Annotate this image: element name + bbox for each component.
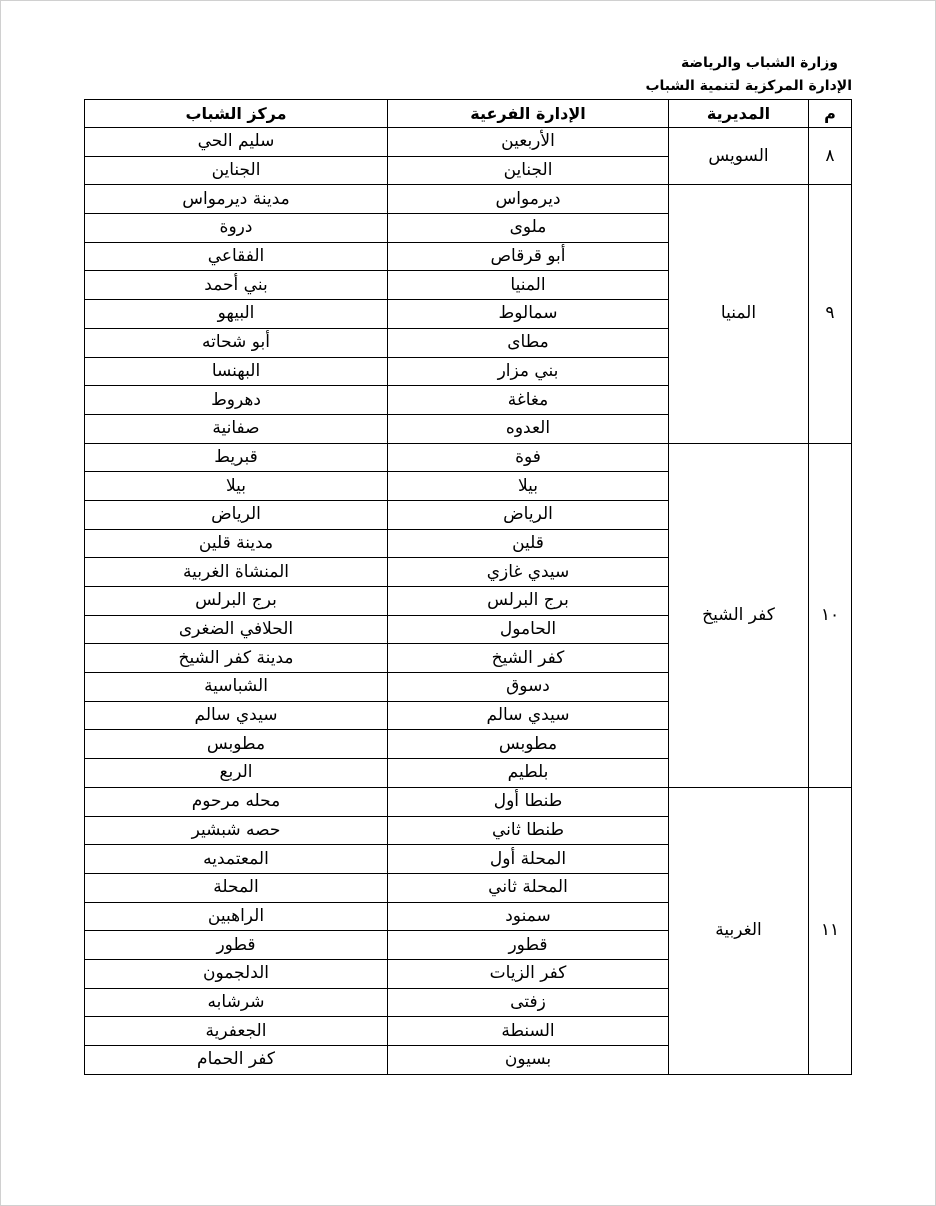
branch-cell: بني مزار bbox=[388, 357, 669, 386]
center-cell: البيهو bbox=[85, 300, 388, 329]
branch-cell: بلطيم bbox=[388, 759, 669, 788]
center-cell: الفقاعي bbox=[85, 242, 388, 271]
center-cell: الجناين bbox=[85, 156, 388, 185]
row-number: ١١ bbox=[809, 787, 852, 1074]
branch-cell: طنطا ثاني bbox=[388, 816, 669, 845]
branch-cell: سيدي غازي bbox=[388, 558, 669, 587]
branch-cell: الجناين bbox=[388, 156, 669, 185]
branch-cell: سمالوط bbox=[388, 300, 669, 329]
branch-cell: سمنود bbox=[388, 902, 669, 931]
column-header-branch: الإدارة الفرعية bbox=[388, 100, 669, 128]
governorate-cell: المنيا bbox=[669, 185, 809, 443]
center-cell: مدينة قلين bbox=[85, 529, 388, 558]
branch-cell: مطوبس bbox=[388, 730, 669, 759]
center-cell: محله مرحوم bbox=[85, 787, 388, 816]
center-cell: الرياض bbox=[85, 500, 388, 529]
row-number: ٩ bbox=[809, 185, 852, 443]
branch-cell: بسيون bbox=[388, 1046, 669, 1075]
branch-cell: الأربعين bbox=[388, 128, 669, 157]
branch-cell: فوة bbox=[388, 443, 669, 472]
center-cell: برج البرلس bbox=[85, 587, 388, 616]
branch-cell: السنطة bbox=[388, 1017, 669, 1046]
branch-cell: المنيا bbox=[388, 271, 669, 300]
center-cell: سليم الحي bbox=[85, 128, 388, 157]
table-row bbox=[85, 787, 852, 816]
branch-cell: بيلا bbox=[388, 472, 669, 501]
branch-cell: العدوه bbox=[388, 414, 669, 443]
branch-cell: زفتى bbox=[388, 988, 669, 1017]
row-number: ١٠ bbox=[809, 443, 852, 787]
branch-cell: قطور bbox=[388, 931, 669, 960]
branch-cell: أبو قرقاص bbox=[388, 242, 669, 271]
column-header-center: مركز الشباب bbox=[85, 100, 388, 128]
center-cell: الراهبين bbox=[85, 902, 388, 931]
document-header bbox=[645, 52, 852, 98]
column-header-num: م bbox=[809, 100, 852, 128]
center-cell: المنشاة الغربية bbox=[85, 558, 388, 587]
center-cell: صفانية bbox=[85, 414, 388, 443]
governorate-cell: السويس bbox=[669, 128, 809, 185]
center-cell: الشباسية bbox=[85, 673, 388, 702]
center-cell: شرشابه bbox=[85, 988, 388, 1017]
center-cell: سيدي سالم bbox=[85, 701, 388, 730]
table-row bbox=[85, 443, 852, 472]
center-cell: الربع bbox=[85, 759, 388, 788]
branch-cell: ديرمواس bbox=[388, 185, 669, 214]
center-cell: دروة bbox=[85, 214, 388, 243]
branch-cell: مطاى bbox=[388, 328, 669, 357]
center-cell: الحلافي الضغرى bbox=[85, 615, 388, 644]
center-cell: قبريط bbox=[85, 443, 388, 472]
branch-cell: ملوى bbox=[388, 214, 669, 243]
youth-centers-table bbox=[84, 99, 852, 1075]
branch-cell: الرياض bbox=[388, 500, 669, 529]
ministry-name: وزارة الشباب والرياضة bbox=[681, 55, 838, 71]
column-header-governorate: المديرية bbox=[669, 100, 809, 128]
center-cell: مدينة كفر الشيخ bbox=[85, 644, 388, 673]
center-cell: أبو شحاته bbox=[85, 328, 388, 357]
center-cell: بني أحمد bbox=[85, 271, 388, 300]
branch-cell: الحامول bbox=[388, 615, 669, 644]
center-cell: دهروط bbox=[85, 386, 388, 415]
branch-cell: مغاغة bbox=[388, 386, 669, 415]
center-cell: الدلجمون bbox=[85, 959, 388, 988]
branch-cell: دسوق bbox=[388, 673, 669, 702]
center-cell: الجعفرية bbox=[85, 1017, 388, 1046]
branch-cell: المحلة أول bbox=[388, 845, 669, 874]
department-name: الإدارة المركزية لتنمية الشباب bbox=[645, 78, 852, 94]
branch-cell: كفر الزيات bbox=[388, 959, 669, 988]
branch-cell: قلين bbox=[388, 529, 669, 558]
branch-cell: كفر الشيخ bbox=[388, 644, 669, 673]
branch-cell: برج البرلس bbox=[388, 587, 669, 616]
governorate-cell: الغربية bbox=[669, 787, 809, 1074]
governorate-cell: كفر الشيخ bbox=[669, 443, 809, 787]
center-cell: حصه شبشير bbox=[85, 816, 388, 845]
center-cell: المعتمديه bbox=[85, 845, 388, 874]
table-row bbox=[85, 128, 852, 157]
center-cell: بيلا bbox=[85, 472, 388, 501]
branch-cell: سيدي سالم bbox=[388, 701, 669, 730]
table-body bbox=[85, 128, 852, 1075]
center-cell: مطوبس bbox=[85, 730, 388, 759]
center-cell: المحلة bbox=[85, 873, 388, 902]
center-cell: البهنسا bbox=[85, 357, 388, 386]
branch-cell: طنطا أول bbox=[388, 787, 669, 816]
center-cell: كفر الحمام bbox=[85, 1046, 388, 1075]
table-row bbox=[85, 185, 852, 214]
center-cell: قطور bbox=[85, 931, 388, 960]
branch-cell: المحلة ثاني bbox=[388, 873, 669, 902]
table-header-row bbox=[85, 100, 852, 128]
center-cell: مدينة ديرمواس bbox=[85, 185, 388, 214]
row-number: ٨ bbox=[809, 128, 852, 185]
